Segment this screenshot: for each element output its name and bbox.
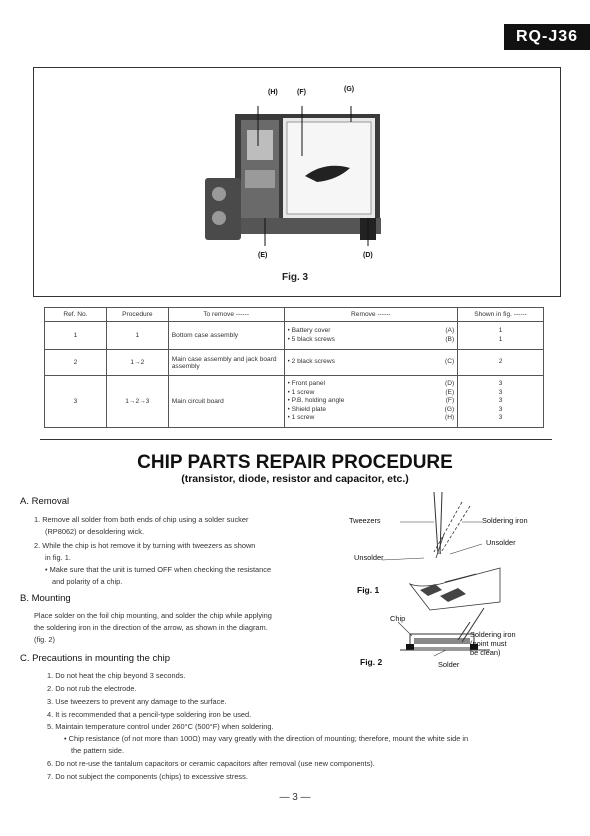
precaution-7: 7. Do not subject the components (chips) to excessive stress. <box>47 772 248 781</box>
precaution-6: 6. Do not re-use the tantalum capacitors or ceramic capacitors after removal (use new components). <box>47 759 375 768</box>
disassembly-table <box>44 307 544 428</box>
cell-procedure: 1→2→3 <box>106 376 168 428</box>
fig-ref: 3 <box>498 397 503 405</box>
fig-ref: 3 <box>498 414 503 422</box>
remove-ref: (F) <box>445 397 455 405</box>
header-remove: Remove ------ <box>284 308 458 322</box>
precaution-3: 3. Use tweezers to prevent any damage to the surface. <box>47 697 227 706</box>
remove-item: • P.B. holding angle <box>287 397 345 405</box>
remove-ref: (H) <box>445 414 455 422</box>
fig2-label-chip: Chip <box>390 614 406 623</box>
removal-note-cont: and polarity of a chip. <box>52 577 123 586</box>
precaution-4: 4. It is recommended that a pencil-type soldering iron be used. <box>47 710 252 719</box>
removal-step-2-cont: in fig. 1. <box>45 553 71 562</box>
mounting-heading: B. Mounting <box>20 593 71 604</box>
table-row <box>45 376 544 428</box>
precaution-5-note-cont: the pattern side. <box>71 746 125 755</box>
callout-f: (F) <box>297 89 306 96</box>
table-header-row <box>45 308 544 322</box>
table-row <box>45 322 544 350</box>
removal-note: • Make sure that the unit is turned OFF when checking the resistance <box>45 565 272 574</box>
precaution-5-note: • Chip resistance (of not more than 100Ω) may vary greatly with the direction of mounting; therefore, mount the white side in <box>64 734 469 743</box>
fig1-label-unsolder-right: Unsolder <box>486 538 516 547</box>
remove-item: • 1 screw <box>287 388 315 396</box>
fig1-caption: Fig. 1 <box>357 585 380 595</box>
fig1-label-unsolder-left: Unsolder <box>354 553 384 562</box>
mounting-text-3: (fig. 2) <box>34 635 55 644</box>
cell-figs <box>458 350 544 376</box>
fig1-label-iron: Soldering iron <box>482 516 528 525</box>
fig-ref: 3 <box>498 405 503 413</box>
fig2-label-solder: Solder <box>438 660 460 669</box>
remove-item: • Battery cover <box>287 326 331 334</box>
callout-g: (G) <box>344 86 355 93</box>
callout-h: (H) <box>268 89 278 96</box>
section-divider <box>40 439 552 440</box>
remove-ref: (A) <box>445 326 455 334</box>
fig1-label-tweezers: Tweezers <box>349 516 381 525</box>
model-badge: RQ-J36 <box>504 24 590 50</box>
removal-step-2: 2. While the chip is hot remove it by turning with tweezers as shown <box>34 541 256 550</box>
cell-remove <box>284 322 458 350</box>
remove-item: • Front panel <box>287 380 325 388</box>
cell-to-remove: Bottom case assembly <box>168 322 284 350</box>
remove-item: • 2 black screws <box>287 358 335 366</box>
fig2-label-iron-note-1: (point must <box>470 639 507 648</box>
fig3-caption: Fig. 3 <box>282 272 309 283</box>
header-procedure: Procedure <box>106 308 168 322</box>
fig2-label-iron-note-2: be clean) <box>470 648 501 657</box>
removal-heading: A. Removal <box>20 496 70 507</box>
mounting-text-1: Place solder on the foil chip mounting, and solder the chip while applying <box>34 611 272 620</box>
cell-figs <box>458 322 544 350</box>
remove-ref: (C) <box>445 358 455 366</box>
cell-to-remove: Main case assembly and jack board assembly <box>168 350 284 376</box>
removal-step-1-cont: (RP8062) or desoldering wick. <box>45 527 144 536</box>
remove-ref: (G) <box>444 405 455 413</box>
fig-ref: 3 <box>498 388 503 396</box>
mounting-text-2: the soldering iron in the direction of the arrow, as shown in the diagram. <box>34 623 268 632</box>
cell-remove <box>284 350 458 376</box>
remove-item: • 5 black screws <box>287 335 335 343</box>
precaution-2: 2. Do not rub the electrode. <box>47 684 137 693</box>
fig-ref: 1 <box>498 326 503 334</box>
remove-item: • Shield plate <box>287 405 327 413</box>
header-to-remove: To remove ------ <box>168 308 284 322</box>
cell-ref: 3 <box>45 376 107 428</box>
callout-e: (E) <box>258 252 268 259</box>
cell-procedure: 1 <box>106 322 168 350</box>
chip-subtitle: (transistor, diode, resistor and capacitor, etc.) <box>181 473 409 485</box>
precaution-5: 5. Maintain temperature control under 260°C (500°F) when soldering. <box>47 722 274 731</box>
precaution-1: 1. Do not heat the chip beyond 3 seconds. <box>47 671 186 680</box>
page-number: — 3 — <box>279 792 311 803</box>
cell-figs <box>458 376 544 428</box>
unit-photo <box>205 106 385 246</box>
cell-ref: 2 <box>45 350 107 376</box>
callout-d: (D) <box>363 252 373 259</box>
chip-title: CHIP PARTS REPAIR PROCEDURE <box>137 452 453 473</box>
header-shown: Shown in fig. ------ <box>458 308 544 322</box>
table-row <box>45 350 544 376</box>
remove-ref: (D) <box>445 380 455 388</box>
remove-ref: (E) <box>445 388 455 396</box>
remove-item: • 1 screw <box>287 414 315 422</box>
cell-ref: 1 <box>45 322 107 350</box>
fig2-caption: Fig. 2 <box>360 657 383 667</box>
cell-procedure: 1→2 <box>106 350 168 376</box>
removal-step-1: 1. Remove all solder from both ends of chip using a solder sucker <box>34 515 249 524</box>
remove-ref: (B) <box>445 335 455 343</box>
cell-remove <box>284 376 458 428</box>
fig-ref: 2 <box>498 358 503 366</box>
fig-ref: 3 <box>498 380 503 388</box>
fig-ref: 1 <box>498 335 503 343</box>
fig2-label-iron: Soldering iron <box>470 630 516 639</box>
cell-to-remove: Main circuit board <box>168 376 284 428</box>
header-ref: Ref. No. <box>45 308 107 322</box>
precautions-heading: C. Precautions in mounting the chip <box>20 653 170 664</box>
